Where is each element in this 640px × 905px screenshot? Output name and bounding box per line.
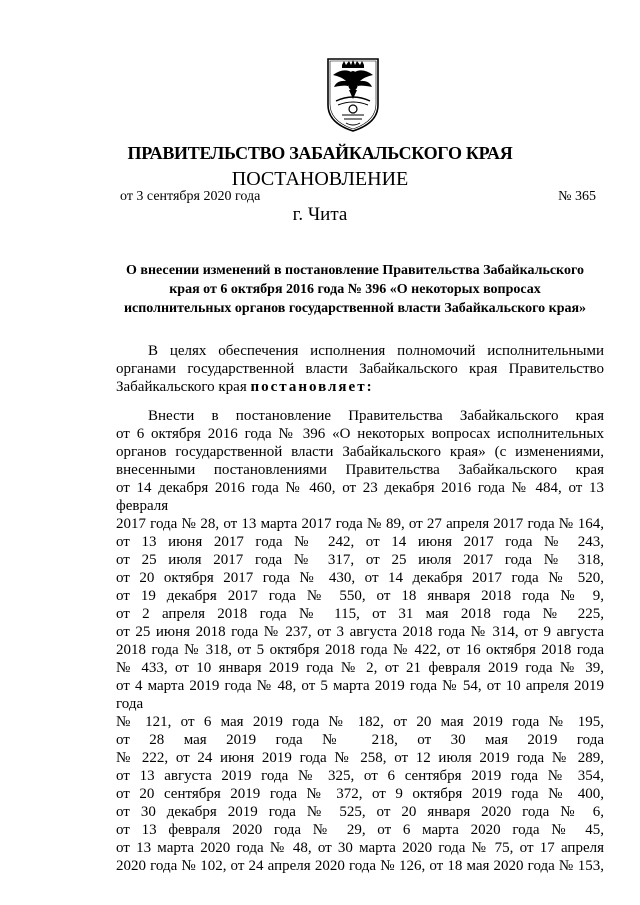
body-line: от 6 октября 2016 года № 396 «О некоторых вопросах исполнительных: [116, 426, 604, 442]
main-paragraph: [116, 407, 604, 875]
body-line: от 19 декабря 2017 года № 550, от 18 января 2018 года № 9,: [116, 588, 604, 604]
body-line: 2020 года № 102, от 24 апреля 2020 года № 126, от 18 мая 2020 года № 153,: [116, 858, 604, 874]
document-city: г. Чита: [292, 204, 348, 225]
decree-word: постановляет:: [250, 379, 374, 395]
body-line: от 25 июня 2018 года № 237, от 3 августа 2018 года № 314, от 9 августа: [116, 624, 604, 640]
document-title: [105, 261, 605, 318]
body-line: 2018 года № 318, от 5 октября 2018 года № 422, от 16 октября 2018 года: [116, 642, 604, 658]
title-line: О внесении изменений в постановление Правительства Забайкальского: [126, 263, 584, 278]
body-line: № 121, от 6 мая 2019 года № 182, от 20 мая 2019 года № 195,: [116, 714, 604, 730]
preamble-text: Забайкальского края: [116, 379, 251, 395]
body-line: от 14 декабря 2016 года № 460, от 23 декабря 2016 года № 484, от 13 февраля: [116, 480, 604, 514]
title-line: края от 6 октября 2016 года № 396 «О некоторых вопросах: [169, 282, 541, 297]
body-line: от 30 декабря 2019 года № 525, от 20 января 2020 года № 6,: [116, 804, 604, 820]
preamble-line: органами государственной власти Забайкальского края Правительство: [116, 361, 604, 377]
body-line: от 13 февраля 2020 года № 29, от 6 марта 2020 года № 45,: [116, 822, 604, 838]
body-line: от 13 августа 2019 года № 325, от 6 сентября 2019 года № 354,: [116, 768, 604, 784]
body-line: от 28 мая 2019 года № 218, от 30 мая 2019 года: [116, 732, 604, 748]
body-line: Внести в постановление Правительства Забайкальского края: [148, 408, 604, 424]
document-date: от 3 сентября 2020 года: [120, 189, 261, 204]
body-line: органов государственной власти Забайкальского края» (с изменениями,: [116, 444, 604, 460]
body-line: 2017 года № 28, от 13 марта 2017 года № 89, от 27 апреля 2017 года № 164,: [116, 516, 604, 532]
body-line: от 4 марта 2019 года № 48, от 5 марта 2019 года № 54, от 10 апреля 2019 года: [116, 678, 604, 712]
body-line: от 13 марта 2020 года № 48, от 30 марта 2020 года № 75, от 17 апреля: [116, 840, 604, 856]
preamble-line: В целях обеспечения исполнения полномочий исполнительными: [148, 343, 604, 359]
document-number: № 365: [558, 189, 596, 204]
body-line: № 433, от 10 января 2019 года № 2, от 21 февраля 2019 года № 39,: [116, 660, 604, 676]
body-line: внесенными постановлениями Правительства Забайкальского края: [116, 462, 604, 478]
organization-name: ПРАВИТЕЛЬСТВО ЗАБАЙКАЛЬСКОГО КРАЯ: [127, 143, 513, 163]
preamble-paragraph: [116, 342, 604, 396]
body-line: от 25 июля 2017 года № 317, от 25 июля 2017 года № 318,: [116, 552, 604, 568]
title-line: исполнительных органов государственной власти Забайкальского края»: [123, 301, 587, 316]
preamble-line: [116, 378, 604, 396]
body-line: от 20 октября 2017 года № 430, от 14 декабря 2017 года № 520,: [116, 570, 604, 586]
coat-of-arms-emblem: [322, 55, 384, 133]
body-line: от 13 июня 2017 года № 242, от 14 июня 2017 года № 243,: [116, 534, 604, 550]
document-type: ПОСТАНОВЛЕНИЕ: [231, 168, 409, 190]
body-line: от 20 сентября 2019 года № 372, от 9 октября 2019 года № 400,: [116, 786, 604, 802]
body-line: № 222, от 24 июня 2019 года № 258, от 12 июля 2019 года № 289,: [116, 750, 604, 766]
body-line: от 2 апреля 2018 года № 115, от 31 мая 2018 года № 225,: [116, 606, 604, 622]
